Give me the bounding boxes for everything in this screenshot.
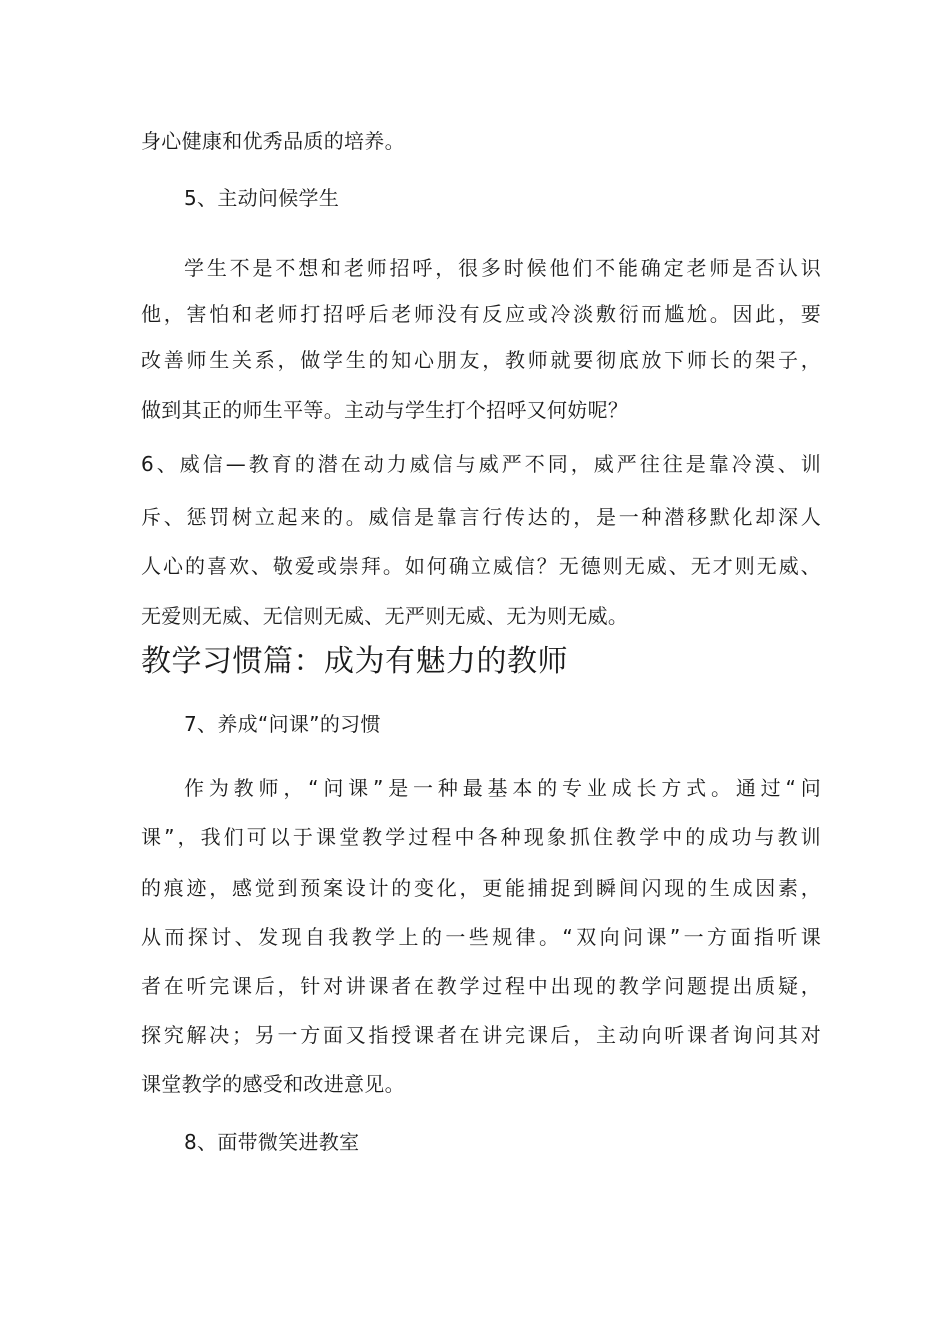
item-7-body-line-6: 探究解决；另一方面又指授课者在讲完课后，主动向听课者询问其对 — [141, 1023, 821, 1047]
item-7-body-line-2: 课”，我们可以于课堂教学过程中各种现象抓住教学中的成功与教训 — [141, 825, 821, 849]
item-7-body-line-1: 作为教师，“问课”是一种最基本的专业成长方式。通过“问 — [184, 776, 821, 800]
item-6-body-line-1: 6、威信—教育的潜在动力威信与威严不同，威严往往是靠冷漠、训 — [141, 452, 821, 476]
item-7-body-line-3: 的痕迹，感觉到预案设计的变化，更能捕捉到瞬间闪现的生成因素， — [141, 876, 821, 900]
item-5-body-line-2: 他，害怕和老师打招呼后老师没有反应或冷淡敷衍而尴尬。因此，要 — [141, 302, 821, 326]
intro-paragraph-tail: 身心健康和优秀品质的培养。 — [141, 129, 405, 153]
item-5-body-line-1: 学生不是不想和老师招呼，很多时候他们不能确定老师是否认识 — [184, 256, 821, 280]
item-7-body-line-7: 课堂教学的感受和改进意见。 — [141, 1072, 405, 1096]
item-7-body-line-5: 者在听完课后，针对讲课者在教学过程中出现的教学问题提出质疑， — [141, 974, 821, 998]
section-heading: 教学习惯篇：成为有魅力的教师 — [141, 644, 568, 679]
item-5-body-line-3: 改善师生关系，做学生的知心朋友，教师就要彻底放下师长的架子， — [141, 348, 821, 372]
item-6-body-line-3: 人心的喜欢、敬爱或崇拜。如何确立威信？无德则无威、无才则无威、 — [141, 554, 821, 578]
item-5-body-line-4: 做到其正的师生平等。主动与学生打个招呼又何妨呢？ — [141, 398, 629, 422]
item-6-body-line-4: 无爱则无威、无信则无威、无严则无威、无为则无威。 — [141, 604, 629, 628]
item-5-title: 5、主动问候学生 — [184, 186, 340, 210]
item-8-title: 8、面带微笑进教室 — [184, 1130, 360, 1154]
item-7-title: 7、养成“问课”的习惯 — [184, 712, 381, 736]
item-7-body-line-4: 从而探讨、发现自我教学上的一些规律。“双向问课”一方面指听课 — [141, 925, 821, 949]
item-6-body-line-2: 斥、惩罚树立起来的。威信是靠言行传达的，是一种潜移默化却深人 — [141, 505, 821, 529]
